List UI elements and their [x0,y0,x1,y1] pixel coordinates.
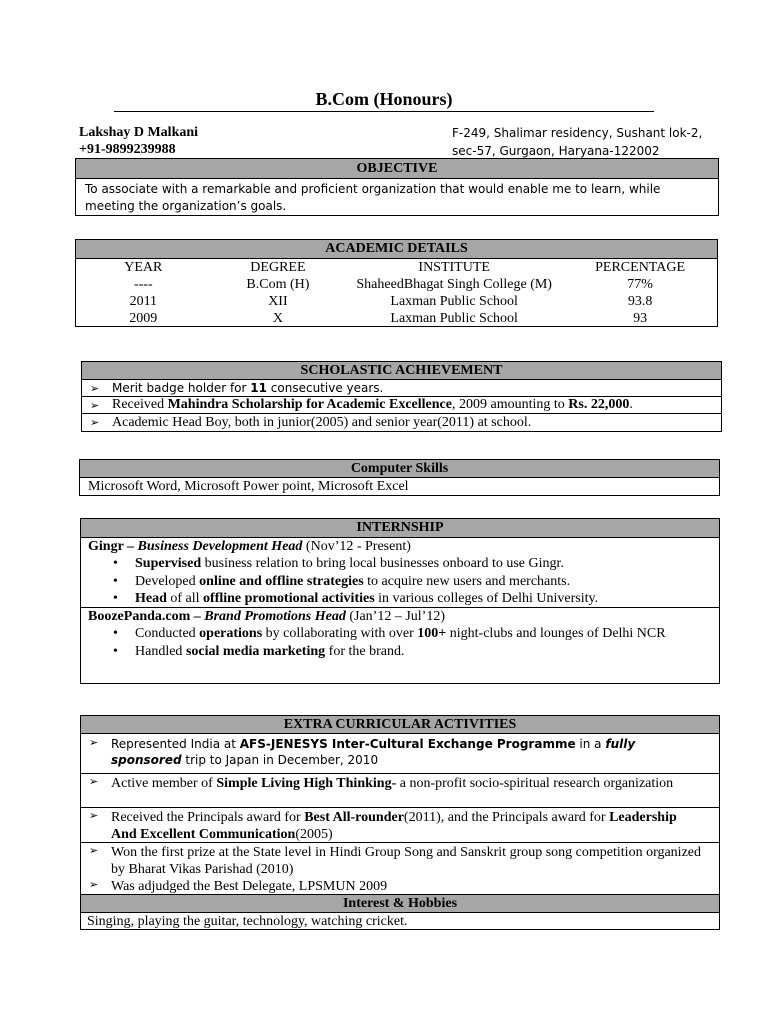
cell-degree: B.Com (H) [246,276,310,292]
list-item [82,397,721,414]
candidate-name: Lakshay D Malkani [79,125,199,140]
text-span: Received [112,397,168,412]
interests-heading: Interest & Hobbies [81,895,719,913]
list-item [89,844,719,878]
list-item [81,625,679,643]
internship-entry-gingr [81,538,719,608]
text-span: in a [575,737,606,751]
col-percentage: PERCENTAGE [595,259,686,275]
text-span: fully sponsored [111,737,636,767]
interests-text: Singing, playing the guitar, technology, watching cricket. [87,914,408,929]
list-item [81,808,719,843]
text-span: trip to Japan in December, 2010 [181,753,379,767]
job-period: (Nov’12 - Present) [302,539,411,554]
text-span: 11 [250,381,267,395]
list-item [81,734,719,774]
text-span: by collaborating with over [262,626,418,641]
internship-section [80,518,720,684]
extra-curricular-heading: EXTRA CURRICULAR ACTIVITIES [81,716,719,734]
cell-institute: Laxman Public School [390,293,518,309]
address-line-1: F-249, Shalimar residency, Sushant lok-2, [452,126,703,140]
arrow-bullet-icon: ➢ [89,737,99,749]
academic-header-row [76,259,717,276]
cell-institute: ShaheedBhagat Singh College (M) [356,276,552,292]
cell-institute: Laxman Public School [390,310,518,326]
cell-degree: X [272,310,283,326]
text-span: Simple Living High Thinking- [216,776,397,791]
text-span: Handled [135,643,186,659]
text-span: social media marketing [185,643,326,659]
arrow-bullet-icon: ➢ [89,845,99,857]
address-line-2: sec-57, Gurgaon, Haryana-122002 [452,144,660,158]
text-span: a non-profit socio-spiritual research organization [396,776,674,791]
text-span: Developed [135,573,200,589]
list-item [82,380,721,397]
text-span: operations [199,626,263,641]
cell-year: 2009 [129,310,158,326]
text-span: Academic Head Boy, both in junior(2005) and senior year(2011) at school. [112,414,532,430]
scholastic-section [81,361,722,432]
text-span: for the brand. [325,643,405,659]
arrow-bullet-icon: ➢ [90,399,100,412]
arrow-bullet-icon: ➢ [89,776,99,788]
candidate-phone: +91-9899239988 [79,142,176,157]
table-row [76,310,717,327]
interests-section [80,894,720,930]
list-item [81,643,679,661]
text-span: Best All-rounder [304,810,404,825]
academic-section [75,239,718,327]
arrow-bullet-icon: ➢ [89,810,99,822]
academic-table [76,259,717,327]
list-item [81,555,719,573]
contact-block [79,124,198,158]
objective-heading: OBJECTIVE [76,159,718,179]
job-title-line [88,608,719,625]
cell-percentage: 93.8 [627,293,653,309]
cell-percentage: 93 [633,310,648,326]
cell-year: ---- [133,276,153,292]
text-span: Leadership And Excellent Communication [111,810,677,842]
text-span: Head [135,591,167,606]
text-span: consecutive years. [266,381,384,395]
text-span: Represented India at [111,737,240,751]
text-span: Won the first prize at the State level in Hindi Group Song and Sanskrit group song competition organized by Bharat Vikas Parishad (2010) [111,845,702,877]
text-span: Conducted [135,626,200,641]
text-span: Active member of [111,776,217,791]
company-name: Gingr [88,539,124,554]
job-bullets [81,555,719,608]
table-row [76,293,717,310]
objective-text: To associate with a remarkable and proficient organization that would enable me to learn, while meeting the organization’s goals. [85,182,661,213]
text-span: offline promotional activities [203,591,375,606]
col-year: YEAR [124,259,163,275]
text-span: Rs. 22,000 [568,397,630,412]
title-underline [114,111,654,112]
cell-percentage: 77% [627,276,653,292]
list-item [82,414,721,431]
text-span: online and offline strategies [199,573,364,589]
text-span: 100+ [417,626,447,641]
text-span: night-clubs and lounges of Delhi NCR [446,626,666,641]
job-role: Brand Promotions Head [204,609,346,624]
job-title-line [88,538,719,555]
text-span: business relation to bring local businesses onboard to use Gingr. [201,556,564,571]
address-block [452,124,702,160]
text-span: – [123,539,138,554]
text-span: of all [166,591,204,606]
arrow-bullet-icon: ➢ [90,382,100,395]
text-span: Received the Principals award for [111,810,305,825]
text-span: Was adjudged the Best Delegate, LPSMUN 2009 [111,879,388,894]
internship-entry-boozepanda [81,608,719,660]
cell-degree: XII [268,293,288,309]
text-span: (2005) [295,827,333,842]
list-item [81,573,719,591]
text-span: , 2009 amounting to [451,397,569,412]
col-institute: INSTITUTE [418,259,490,275]
list-item [81,590,719,608]
text-span: in various colleges of Delhi University. [374,591,599,606]
company-name: BoozePanda.com [88,609,191,624]
arrow-bullet-icon: ➢ [89,879,99,891]
computer-skills-text: Microsoft Word, Microsoft Power point, Microsoft Excel [88,479,409,494]
table-row [76,276,717,293]
text-span: (2011), and the Principals award for [403,810,610,825]
text-span: Merit badge holder for [112,381,251,395]
list-item [81,774,719,808]
text-span: Mahindra Scholarship for Academic Excellence [167,397,452,412]
objective-section [75,158,719,216]
resume-title: B.Com (Honours) [315,89,453,109]
list-group [81,843,719,895]
internship-heading: INTERNSHIP [81,519,719,538]
scholastic-heading: SCHOLASTIC ACHIEVEMENT [82,362,721,380]
arrow-bullet-icon: ➢ [90,417,100,429]
text-span: . [629,397,633,412]
computer-skills-heading: Computer Skills [80,460,719,478]
text-span: Supervised [135,556,202,571]
job-period: (Jan’12 – Jul’12) [345,609,446,624]
academic-heading: ACADEMIC DETAILS [76,240,717,259]
job-role: Business Development Head [137,539,303,554]
text-span: AFS-JENESYS Inter-Cultural Exchange Programme [239,737,576,751]
job-bullets [81,625,719,660]
computer-skills-section [79,459,720,496]
text-span: to acquire new users and merchants. [363,573,571,589]
list-item [89,878,719,895]
cell-year: 2011 [129,293,158,309]
col-degree: DEGREE [250,259,306,275]
text-span: – [190,609,205,624]
